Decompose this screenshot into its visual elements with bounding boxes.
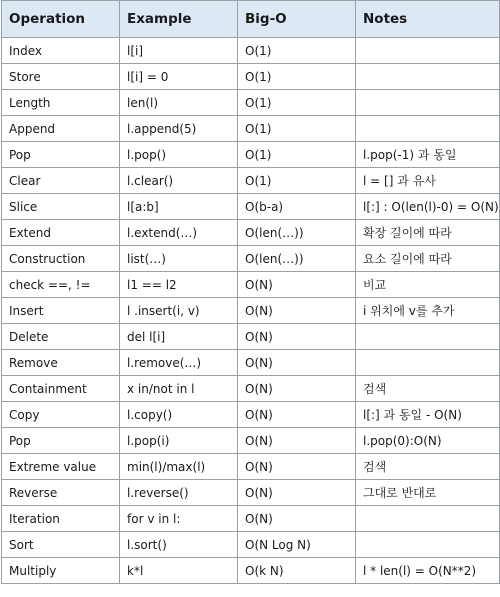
cell-notes: l.pop(0):O(N) [356,428,500,454]
cell-big-o: O(1) [238,168,356,194]
table-header [2,1,500,38]
table-row [2,194,500,220]
table-row [2,246,500,272]
cell-notes: l[:] 과 동일 - O(N) [356,402,500,428]
cell-operation: Append [2,116,120,142]
table-body [2,38,500,584]
cell-notes [356,350,500,376]
cell-example: l[a:b] [120,194,238,220]
cell-notes [356,64,500,90]
cell-notes [356,506,500,532]
cell-notes [356,116,500,142]
cell-example: l.remove(…) [120,350,238,376]
table-row [2,558,500,584]
cell-big-o: O(N) [238,506,356,532]
cell-big-o: O(N) [238,480,356,506]
table-row [2,506,500,532]
cell-big-o: O(len(…)) [238,220,356,246]
cell-notes: 검색 [356,454,500,480]
cell-operation: Construction [2,246,120,272]
cell-example: len(l) [120,90,238,116]
cell-example: l.copy() [120,402,238,428]
table-row [2,376,500,402]
cell-example: list(…) [120,246,238,272]
cell-notes [356,38,500,64]
cell-big-o: O(N) [238,272,356,298]
cell-operation: Containment [2,376,120,402]
cell-notes: l[:] : O(len(l)-0) = O(N) [356,194,500,220]
table-row [2,168,500,194]
cell-example: l.sort() [120,532,238,558]
cell-operation: Reverse [2,480,120,506]
cell-operation: Length [2,90,120,116]
cell-notes: 검색 [356,376,500,402]
table-row [2,272,500,298]
table-row [2,38,500,64]
cell-example: l.append(5) [120,116,238,142]
cell-operation: Extreme value [2,454,120,480]
list-complexity-table [1,0,500,584]
cell-operation: Clear [2,168,120,194]
cell-operation: Remove [2,350,120,376]
table-row [2,532,500,558]
cell-example: l.clear() [120,168,238,194]
cell-example: del l[i] [120,324,238,350]
cell-notes: 확장 길이에 따라 [356,220,500,246]
cell-operation: Slice [2,194,120,220]
table-row [2,298,500,324]
cell-example: l.reverse() [120,480,238,506]
cell-notes: l * len(l) = O(N**2) [356,558,500,584]
cell-big-o: O(N) [238,324,356,350]
cell-example: l.pop(i) [120,428,238,454]
cell-notes: l = [] 과 유사 [356,168,500,194]
cell-big-o: O(N) [238,298,356,324]
cell-big-o: O(N) [238,376,356,402]
header-example: Example [120,1,238,38]
cell-operation: Copy [2,402,120,428]
table-row [2,480,500,506]
cell-operation: Delete [2,324,120,350]
table-row [2,90,500,116]
cell-big-o: O(len(…)) [238,246,356,272]
header-operation: Operation [2,1,120,38]
cell-big-o: O(N) [238,428,356,454]
cell-operation: Pop [2,428,120,454]
cell-big-o: O(1) [238,142,356,168]
cell-operation: Multiply [2,558,120,584]
header-big-o: Big-O [238,1,356,38]
cell-notes [356,324,500,350]
cell-example: l1 == l2 [120,272,238,298]
table-row [2,142,500,168]
table-row [2,454,500,480]
cell-example: l.pop() [120,142,238,168]
cell-notes [356,532,500,558]
cell-example: min(l)/max(l) [120,454,238,480]
cell-big-o: O(b-a) [238,194,356,220]
cell-big-o: O(1) [238,116,356,142]
cell-big-o: O(N Log N) [238,532,356,558]
cell-notes: 비교 [356,272,500,298]
cell-example: for v in l: [120,506,238,532]
table-row [2,402,500,428]
cell-example: l.extend(…) [120,220,238,246]
cell-example: k*l [120,558,238,584]
cell-operation: Sort [2,532,120,558]
header-row [2,1,500,38]
cell-big-o: O(1) [238,90,356,116]
cell-operation: Store [2,64,120,90]
cell-operation: Insert [2,298,120,324]
cell-operation: Iteration [2,506,120,532]
cell-big-o: O(N) [238,454,356,480]
table-row [2,64,500,90]
table-row [2,220,500,246]
cell-operation: Extend [2,220,120,246]
cell-notes: l.pop(-1) 과 동일 [356,142,500,168]
cell-example: l .insert(i, v) [120,298,238,324]
cell-operation: Pop [2,142,120,168]
cell-example: x in/not in l [120,376,238,402]
cell-operation: Index [2,38,120,64]
cell-big-o: O(k N) [238,558,356,584]
cell-example: l[i] = 0 [120,64,238,90]
cell-example: l[i] [120,38,238,64]
cell-operation: check ==, != [2,272,120,298]
cell-notes: i 위치에 v를 추가 [356,298,500,324]
cell-big-o: O(1) [238,64,356,90]
header-notes: Notes [356,1,500,38]
table-row [2,350,500,376]
table-row [2,324,500,350]
cell-big-o: O(N) [238,402,356,428]
table-row [2,428,500,454]
cell-notes: 요소 길이에 따라 [356,246,500,272]
cell-notes: 그대로 반대로 [356,480,500,506]
cell-notes [356,90,500,116]
table-row [2,116,500,142]
cell-big-o: O(1) [238,38,356,64]
cell-big-o: O(N) [238,350,356,376]
